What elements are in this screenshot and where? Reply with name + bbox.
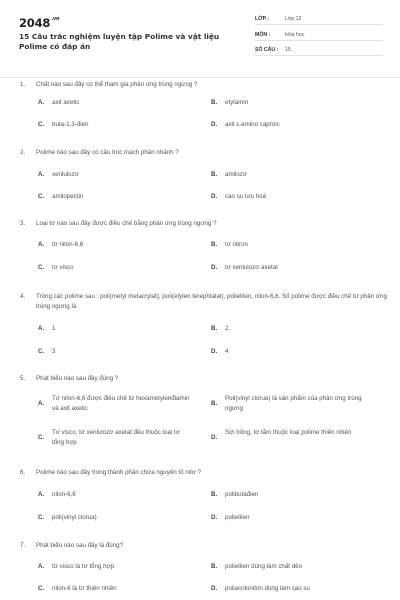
- option-text: tơ visco là tơ tổng hợp: [52, 563, 115, 570]
- header-divider: [0, 77, 400, 78]
- option-letter: A.: [38, 171, 45, 178]
- question-text: Phát biểu nào sau đây là đúng?: [36, 542, 124, 549]
- option-text: Sợi bông, tơ tằm thuộc loại polime thiên nhiên: [225, 429, 352, 436]
- document-header: [0, 0, 400, 72]
- option-text: amilozơ: [225, 171, 247, 178]
- option-letter: C.: [38, 434, 45, 441]
- question-text: Loại tơ nào sau đây được điều chế bằng phản ứng trùng ngưng ?: [36, 220, 217, 227]
- meta-count-row: [255, 43, 383, 56]
- question-number: 3.: [20, 220, 26, 227]
- meta-value: Lớp 12: [285, 16, 302, 22]
- option-text: nilon-6,6: [52, 491, 76, 498]
- meta-key: SỐ CÂU :: [255, 47, 279, 53]
- option-letter: B.: [211, 491, 218, 498]
- meta-value: Hóa học: [285, 32, 305, 38]
- question-number: 5.: [20, 375, 26, 382]
- option-text: 4: [225, 348, 229, 355]
- site-logo[interactable]: [19, 16, 59, 30]
- option-letter: D.: [211, 514, 218, 521]
- option-letter: B.: [211, 171, 218, 178]
- question-number: 4.: [20, 293, 26, 300]
- option-text: poliacrilonitrin dùng làm cao su: [225, 585, 310, 592]
- option-letter: C.: [38, 264, 45, 271]
- question-text: Phát biểu nào sau đây đúng ?: [36, 375, 119, 382]
- question-text: Chất nào sau đây có thể tham gia phản ứng trùng ngưng ?: [36, 81, 198, 88]
- question-number: 1.: [20, 81, 26, 88]
- option-text: tơ xenlulozơ axetat: [225, 264, 278, 271]
- option-text: tơ nilon-6,6: [52, 241, 84, 248]
- option-letter: D.: [211, 193, 218, 200]
- option-letter: B.: [211, 241, 218, 248]
- option-letter: C.: [38, 121, 45, 128]
- option-text: 1: [52, 325, 56, 332]
- option-text: buta-1,3-đien: [52, 121, 89, 128]
- option-letter: B.: [211, 563, 218, 570]
- meta-key: MÔN :: [255, 32, 271, 38]
- page-title: 15 Câu trắc nghiệm luyện tập Polime và vật liệu Polime có đáp án: [19, 32, 220, 51]
- option-text: poli(vinyl clorua): [52, 514, 97, 521]
- option-text: polibutađien: [225, 491, 259, 498]
- option-letter: A.: [38, 563, 45, 570]
- option-text: polietilen: [225, 514, 250, 521]
- meta-class-row: [255, 12, 383, 25]
- option-letter: D.: [211, 585, 218, 592]
- option-text: cao su lưu hoá: [225, 193, 266, 200]
- question-text: Trong các polime sau : poli(metyl metacrylat), poli(etylen terephtalat), polietilen, nilon-6,6. Số polime được điều chế từ phản ứng trùng ngưng là: [36, 293, 387, 310]
- option-letter: D.: [211, 434, 218, 441]
- question-text: Polime nào sau đây trong thành phần chứa nguyên tố nitơ ?: [36, 469, 202, 476]
- option-text: Tơ nilon-6,6 được điều chế từ hexametylenđiamin và axit axetic: [52, 395, 190, 412]
- option-letter: A.: [38, 491, 45, 498]
- question-number: 6.: [20, 469, 26, 476]
- option-text: 3: [52, 348, 56, 355]
- option-letter: B.: [211, 99, 218, 106]
- question-text: Polime nào sau đây có cấu trúc mạch phân nhánh ?: [36, 149, 179, 156]
- question-number: 7.: [20, 542, 26, 549]
- option-text: Tơ visco, tơ xenlulozơ axetat đều thuộc loại tơ tổng hợp: [52, 429, 180, 446]
- option-letter: A.: [38, 99, 45, 106]
- option-letter: A.: [38, 325, 45, 332]
- option-text: axit axetic: [52, 99, 80, 106]
- question-number: 2.: [20, 149, 26, 156]
- option-text: tơ nitron: [225, 241, 248, 248]
- option-letter: B.: [211, 325, 218, 332]
- option-letter: D.: [211, 348, 218, 355]
- meta-subject-row: [255, 28, 383, 41]
- option-text: xenlulozơ: [52, 171, 79, 178]
- option-text: etylamin: [225, 99, 249, 106]
- option-letter: D.: [211, 121, 218, 128]
- option-text: 2.: [225, 325, 231, 332]
- logo-text: 2048: [19, 16, 51, 30]
- option-text: nilon-6 là tơ thiên nhiên: [52, 585, 117, 592]
- logo-tld: .vn: [51, 16, 60, 22]
- meta-key: LỚP :: [255, 16, 270, 22]
- option-text: polietilen dùng làm chất dẻo: [225, 563, 303, 570]
- option-letter: C.: [38, 348, 45, 355]
- option-letter: A.: [38, 241, 45, 248]
- option-letter: C.: [38, 193, 45, 200]
- option-text: amilopectin: [52, 193, 84, 200]
- option-letter: A.: [38, 400, 45, 407]
- option-letter: C.: [38, 514, 45, 521]
- option-text: Poli(vinyl clorua) là sản phẩm của phản ứng trùng ngưng: [225, 395, 362, 412]
- option-letter: B.: [211, 400, 218, 407]
- option-letter: C.: [38, 585, 45, 592]
- option-text: tơ visco: [52, 264, 74, 271]
- meta-value: 15: [285, 47, 291, 53]
- option-text: axit ε-amino caproic: [225, 121, 280, 128]
- option-letter: D.: [211, 264, 218, 271]
